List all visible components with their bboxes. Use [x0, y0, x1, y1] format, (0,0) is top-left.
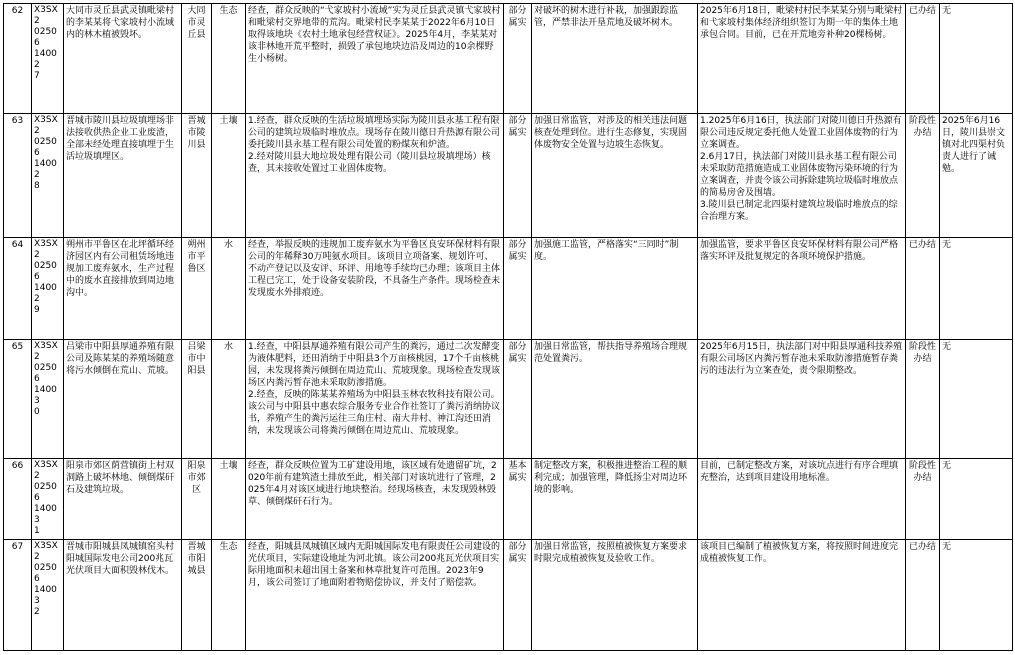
complaint-content: 吕梁市中阳县厚通养殖有限公司及陈某某的养殖场随意将污水倾倒在荒山、荒坡。: [64, 340, 182, 459]
handling-result-text: 2025年6月15日，执法部门对中阳县厚通科技养殖有限公司场区内粪污暂存池未采取防渗措施暂存粪污的违法行为立案查处，责令限期整改。: [700, 342, 903, 376]
accountability: 2025年6月16日，陵川县崇文镇对北四渠村负责人进行了诫勉。: [940, 114, 1013, 238]
complaint-report-table: [3, 3, 1013, 651]
row-number: 65: [4, 340, 32, 459]
report-body: [4, 4, 1013, 651]
verification-result: [246, 459, 504, 540]
pollution-type: 土壤: [212, 459, 246, 540]
case-code-text: X3SX2 02506 14003 0: [34, 341, 58, 417]
case-code: [32, 114, 64, 238]
case-code: [32, 4, 64, 114]
accountability: 无: [940, 459, 1013, 540]
verification-status: 部分属实: [504, 540, 532, 651]
handling-result: [698, 459, 906, 540]
handling-result-text: 2025年6月18日，毗梁村村民李某某分别与毗梁村和弋家坡村集体经济组织签订为期一年的集体土地承包合同。目前，已在开荒地旁补种20棵杨树。: [700, 6, 903, 40]
table-row: [4, 4, 1013, 114]
case-code-text: X3SX2 02506 14003 2: [34, 541, 58, 617]
row-number: 62: [4, 4, 32, 114]
verification-status: 部分属实: [504, 238, 532, 340]
accountability: 无: [940, 340, 1013, 459]
row-number: 66: [4, 459, 32, 540]
verification-text: 1.经查，中阳县厚通养殖有限公司产生的粪污，通过二次发酵变为液体肥料，还田消纳于中阳县3个万亩核桃园，17个千亩核桃园，未发现将粪污倾倒在周边荒山、荒坡现象。现场检查发现该场区内粪污暂存池未采取防渗措施。 2.经查，反映的陈某某养殖场为中阳县玉林农牧科技有限公司。该公司与中阳县中惠农综合服务专业合作社签订了粪污消纳协议书，养殖产生的粪污运往三角庄村、南大井村、神江沟还田消纳，未发现该公司将粪污倾倒在周边荒山、荒坡现象。: [248, 342, 501, 436]
handling-plan: 加强日常监管，按照植被恢复方案要求时限完成植被恢复及验收工作。: [532, 540, 698, 651]
verification-text: 经查，举报反映的违规加工废弃氨水为平鲁区良安环保材料有限公司的年稀释30万吨氨水项目。该项目立项备案、规划许可、不动产登记以及安评、环评、用地等手续均已办理；该项目主体工程已完工，处于设备安装阶段，不具备生产条件。现场检查未发现废水外排痕迹。: [248, 240, 501, 298]
handling-result: [698, 4, 906, 114]
progress-status: 已办结: [906, 4, 940, 114]
handling-plan: 制定整改方案，积极推进整治工程的顺利完成；加强管理，降低扬尘对周边环境的影响。: [532, 459, 698, 540]
verification-result: [246, 114, 504, 238]
verification-status: 部分属实: [504, 4, 532, 114]
progress-status: 阶段性办结: [906, 340, 940, 459]
verification-text: 经查，群众反映的“弋家坡村小流域”实为灵丘县武灵镇弋家坡村和毗梁村交界地带的荒沟。毗梁村民李某某于2022年6月10日取得该地块《农村土地承包经营权证》。2025年4月，李某某对该非林地开荒平整时，损毁了承包地块边沿及周边的10余棵野生小杨树。: [248, 6, 501, 64]
handling-result-text: 1.2025年6月16日，执法部门对陵川德日升热源有限公司违反规定委托他人处置工业固体废物的行为立案调查。 2.6月17日，执法部门对陵川县永基工程有限公司未采取防范措施造成工业固体废物污染环境的行为立案调查，并责令该公司拆除建筑垃圾临时堆放点的简易房舍及围墙。 3.陵川县已制定北四渠村建筑垃圾临时堆放点的综合治理方案。: [700, 116, 902, 222]
progress-status: 阶段性办结: [906, 459, 940, 540]
verification-text: 1.经查，群众反映的生活垃圾填埋场实际为陵川县永基工程有限公司的建筑垃圾临时堆放点。现场存在陵川德日升热源有限公司委托陵川县永基工程有限公司处置的粉煤灰和炉渣。 2.经对陵川县大地垃圾处理有限公司（陵川县垃圾填埋场）核查，其未接收处置过工业固体废物。: [248, 116, 501, 174]
handling-result: [698, 238, 906, 340]
pollution-type: 水: [212, 340, 246, 459]
table-row: [4, 114, 1013, 238]
pollution-type: 土壤: [212, 114, 246, 238]
case-code-text: X3SX2 02506 14003 1: [34, 460, 58, 536]
handling-plan: 加强日常监管，帮扶指导养殖场合理规范处置粪污。: [532, 340, 698, 459]
accountability: 无: [940, 4, 1013, 114]
case-code-text: X3SX2 02506 14002 8: [34, 115, 58, 191]
complaint-content: 阳泉市郊区荫营镇街上村双洞路上破坏林地、倾倒煤矸石及建筑垃圾。: [64, 459, 182, 540]
verification-result: [246, 540, 504, 651]
handling-plan: 加强日常监管，对涉及的相关违法问题核查处理到位。进行生态修复，实现固体废物安全处置与边坡生态恢复。: [532, 114, 698, 238]
administrative-area: 大同市灵丘县: [182, 4, 212, 114]
verification-result: [246, 340, 504, 459]
table-row: [4, 459, 1013, 540]
case-code: [32, 459, 64, 540]
verification-text: 经查，群众反映位置为工矿建设用地，该区域有处遗留矿坑，2020年前有建筑渣土排放至此，相关部门对该坑进行了管理，2025年4月对该区域进行地块整治。经现场核查，未发现毁林毁草、倾倒煤矸石行为。: [248, 461, 497, 507]
verification-status: 部分属实: [504, 340, 532, 459]
pollution-type: 生态: [212, 4, 246, 114]
verification-text: 经查，阳城县凤城镇区域内无阳城国际发电有限责任公司建设的光伏项目，实际建设地址为河北镇。该公司200兆瓦光伏项目实际用地面积未超出国土备案和林草批复许可范围。2023年9月，该公司签订了地面附着物赔偿协议，并支付了赔偿款。: [248, 542, 501, 588]
accountability: 无: [940, 540, 1013, 651]
handling-plan: 对破坏的树木进行补栽，加强跟踪监管，严禁非法开垦荒地及破坏树木。: [532, 4, 698, 114]
progress-status: 已办结: [906, 540, 940, 651]
case-code-text: X3SX2 02506 14002 9: [34, 239, 58, 315]
verification-result: [246, 238, 504, 340]
verification-status: 基本属实: [504, 459, 532, 540]
table-row: [4, 540, 1013, 651]
case-code: [32, 540, 64, 651]
administrative-area: 晋城市陵川县: [182, 114, 212, 238]
administrative-area: 朔州市平鲁区: [182, 238, 212, 340]
handling-result: [698, 540, 906, 651]
pollution-type: 水: [212, 238, 246, 340]
complaint-content: 晋城市陵川县垃圾填埋场非法接收供热企业工业废渣，全部未经处理直接填埋于生活垃圾填埋区。: [64, 114, 182, 238]
handling-result: [698, 114, 906, 238]
row-number: 63: [4, 114, 32, 238]
administrative-area: 阳泉市郊区: [182, 459, 212, 540]
progress-status: 阶段性办结: [906, 114, 940, 238]
administrative-area: 晋城市阳城县: [182, 540, 212, 651]
handling-result: [698, 340, 906, 459]
complaint-content: 朔州市平鲁区在北坪循环经济园区内有公司租赁场地违规加工废弃氨水，生产过程中的废水直接排放到周边地沟中。: [64, 238, 182, 340]
administrative-area: 吕梁市中阳县: [182, 340, 212, 459]
row-number: 64: [4, 238, 32, 340]
verification-result: [246, 4, 504, 114]
handling-result-text: 该项目已编制了植被恢复方案，将按照时间进度完成植被恢复工作。: [700, 542, 899, 564]
row-number: 67: [4, 540, 32, 651]
progress-status: 已办结: [906, 238, 940, 340]
case-code: [32, 340, 64, 459]
complaint-content: 晋城市阳城县凤城镇窑头村阳城国际发电公司200兆瓦光伏项目大面积毁林伐木。: [64, 540, 182, 651]
handling-result-text: 加强监管，要求平鲁区良安环保材料有限公司严格落实环评及批复规定的各项环境保护措施。: [700, 240, 899, 262]
table-row: [4, 238, 1013, 340]
verification-status: 部分属实: [504, 114, 532, 238]
handling-result-text: 目前，已制定整改方案，对该坑点进行有序合理填充整治，达到项目建设用地标准。: [700, 461, 899, 483]
handling-plan: 加强施工监管，严格落实“三同时”制度。: [532, 238, 698, 340]
accountability: 无: [940, 238, 1013, 340]
case-code-text: X3SX2 02506 14002 7: [34, 5, 58, 81]
complaint-content: 大同市灵丘县武灵镇毗梁村的李某某将弋家坡村小流域内的林木植被毁坏。: [64, 4, 182, 114]
pollution-type: 生态: [212, 540, 246, 651]
table-row: [4, 340, 1013, 459]
case-code: [32, 238, 64, 340]
